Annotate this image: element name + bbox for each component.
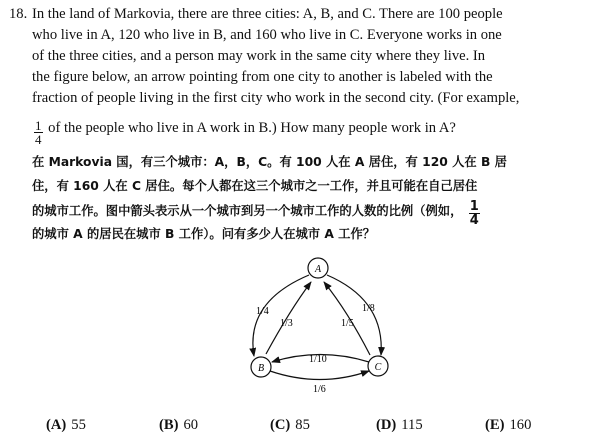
choice-b-letter: (B) xyxy=(159,417,179,433)
chinese-line-1: 在 Markovia 国，有三个城市：A，B，C。有 100 人在 A 居住，有 120 人在 B 居 xyxy=(32,155,507,169)
chinese-line-2: 住，有 160 人在 C 居住。每个人都在这三个城市之一工作，并且可能在自己居住 xyxy=(32,179,478,193)
choice-d[interactable] xyxy=(376,415,423,435)
problem-number: 18. xyxy=(9,6,28,22)
node-c xyxy=(368,356,388,376)
choice-e[interactable] xyxy=(485,415,531,435)
chinese-line-3-text: 的城市工作。图中箭头表示从一个城市到另一个城市工作的人数的比例（例如， xyxy=(32,204,463,218)
choice-c-value: 85 xyxy=(295,417,310,433)
problem-text-line-2: who live in A, 120 who live in B, and 160 who live in C. Everyone works in one xyxy=(32,27,502,43)
choice-a-value: 55 xyxy=(71,417,86,433)
node-c-label: C xyxy=(374,362,382,373)
choice-b-value: 60 xyxy=(183,417,199,433)
edge-label-c-to-b: 1/10 xyxy=(309,354,327,365)
choice-c-letter: (C) xyxy=(270,417,291,433)
node-a-label: A xyxy=(314,264,322,275)
node-a xyxy=(308,258,328,278)
problem-text-line-5: fraction of people living in the first city who work in the second city. (For example, xyxy=(32,90,520,106)
chinese-fraction-denominator: 4 xyxy=(469,213,479,228)
choice-d-value: 115 xyxy=(401,417,423,433)
choice-d-letter: (D) xyxy=(376,417,397,433)
example-fraction-denominator: 4 xyxy=(35,132,42,147)
edge-b-to-c xyxy=(270,371,369,380)
chinese-fraction-numerator: 1 xyxy=(469,199,479,214)
node-b xyxy=(251,357,271,377)
problem-text-line-3: of the three cities, and a person may work in the same city where they live. In xyxy=(32,48,486,64)
problem-text-line-4: the figure below, an arrow pointing from one city to another is labeled with the xyxy=(32,69,493,85)
choice-e-letter: (E) xyxy=(485,417,505,433)
chinese-line-4: 的城市 A 的居民在城市 B 工作）。问有多少人在城市 A 工作？ xyxy=(32,227,376,241)
problem-text-line-1: In the land of Markovia, there are three cities: A, B, and C. There are 100 people xyxy=(32,6,503,22)
choice-a[interactable] xyxy=(46,415,86,435)
node-b-label: B xyxy=(257,363,265,374)
choice-a-letter: (A) xyxy=(46,417,67,433)
choice-b[interactable] xyxy=(159,415,198,435)
choice-e-value: 160 xyxy=(509,417,532,433)
choice-c[interactable] xyxy=(270,415,310,435)
edge-label-c-to-a: 1/5 xyxy=(341,318,354,329)
problem-question-text: of the people who live in A work in B.) How many people work in A? xyxy=(48,120,456,136)
edge-a-to-c xyxy=(327,275,381,355)
edge-label-a-to-c: 1/8 xyxy=(362,303,375,314)
edge-label-a-to-b: 1/4 xyxy=(256,306,269,317)
edge-label-b-to-c: 1/6 xyxy=(313,384,326,395)
example-fraction-numerator: 1 xyxy=(35,118,42,133)
edge-label-b-to-a: 1/3 xyxy=(280,318,293,329)
